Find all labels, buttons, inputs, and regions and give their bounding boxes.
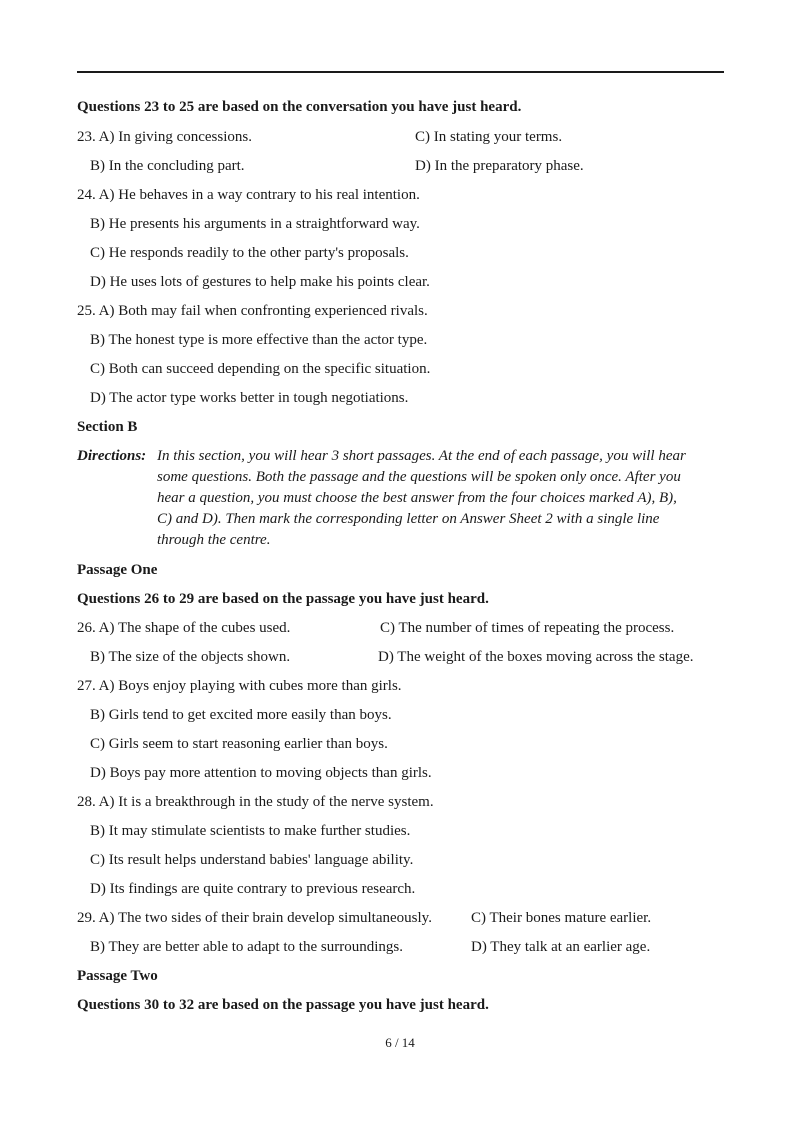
directions-label: Directions: <box>77 448 147 464</box>
q26-29-heading: Questions 26 to 29 are based on the passage you have just heard. <box>77 591 489 607</box>
q24-option-c: C) He responds readily to the other party's proposals. <box>90 245 409 261</box>
q23-option-a: 23. A) In giving concessions. <box>77 129 252 145</box>
q28-option-a: 28. A) It is a breakthrough in the study of the nerve system. <box>77 794 434 810</box>
q24-option-a: 24. A) He behaves in a way contrary to his real intention. <box>77 187 420 203</box>
passage-one-title: Passage One <box>77 562 158 578</box>
page-number: 6 / 14 <box>385 1035 415 1050</box>
q23-option-b: B) In the concluding part. <box>90 158 245 174</box>
q27-option-a: 27. A) Boys enjoy playing with cubes more than girls. <box>77 678 402 694</box>
section-b-title: Section B <box>77 419 138 435</box>
q29-option-a: 29. A) The two sides of their brain develop simultaneously. <box>77 910 432 926</box>
directions-line-5: through the centre. <box>157 532 271 548</box>
q26-option-b: B) The size of the objects shown. <box>90 649 291 665</box>
q26-option-a: 26. A) The shape of the cubes used. <box>77 620 291 636</box>
q25-option-c: C) Both can succeed depending on the specific situation. <box>90 361 431 377</box>
q27-option-d: D) Boys pay more attention to moving objects than girls. <box>90 765 432 781</box>
q24-option-b: B) He presents his arguments in a straightforward way. <box>90 216 420 232</box>
q26-option-d: D) The weight of the boxes moving across the stage. <box>378 649 694 665</box>
q23-option-c: C) In stating your terms. <box>415 129 563 145</box>
top-rule <box>77 71 724 73</box>
q25-option-a: 25. A) Both may fail when confronting experienced rivals. <box>77 303 428 319</box>
q27-option-b: B) Girls tend to get excited more easily than boys. <box>90 707 392 723</box>
directions-line-1: In this section, you will hear 3 short passages. At the end of each passage, you will hear <box>157 448 686 464</box>
directions-line-4: C) and D). Then mark the corresponding letter on Answer Sheet 2 with a single line <box>157 511 660 527</box>
q25-option-b: B) The honest type is more effective than the actor type. <box>90 332 428 348</box>
q23-option-d: D) In the preparatory phase. <box>415 158 584 174</box>
q29-option-c: C) Their bones mature earlier. <box>471 910 652 926</box>
q29-option-b: B) They are better able to adapt to the surroundings. <box>90 939 403 955</box>
q30-32-heading: Questions 30 to 32 are based on the passage you have just heard. <box>77 997 489 1013</box>
q28-option-b: B) It may stimulate scientists to make further studies. <box>90 823 411 839</box>
passage-two-title: Passage Two <box>77 968 158 984</box>
directions-line-3: hear a question, you must choose the best answer from the four choices marked A), B), <box>157 490 677 506</box>
q27-option-c: C) Girls seem to start reasoning earlier than boys. <box>90 736 388 752</box>
q23-25-heading: Questions 23 to 25 are based on the conversation you have just heard. <box>77 99 522 115</box>
q26-option-c: C) The number of times of repeating the process. <box>380 620 675 636</box>
q24-option-d: D) He uses lots of gestures to help make his points clear. <box>90 274 430 290</box>
q29-option-d: D) They talk at an earlier age. <box>471 939 651 955</box>
q28-option-c: C) Its result helps understand babies' language ability. <box>90 852 414 868</box>
q28-option-d: D) Its findings are quite contrary to previous research. <box>90 881 416 897</box>
directions-line-2: some questions. Both the passage and the questions will be spoken only once. After you <box>157 469 681 485</box>
q25-option-d: D) The actor type works better in tough negotiations. <box>90 390 409 406</box>
